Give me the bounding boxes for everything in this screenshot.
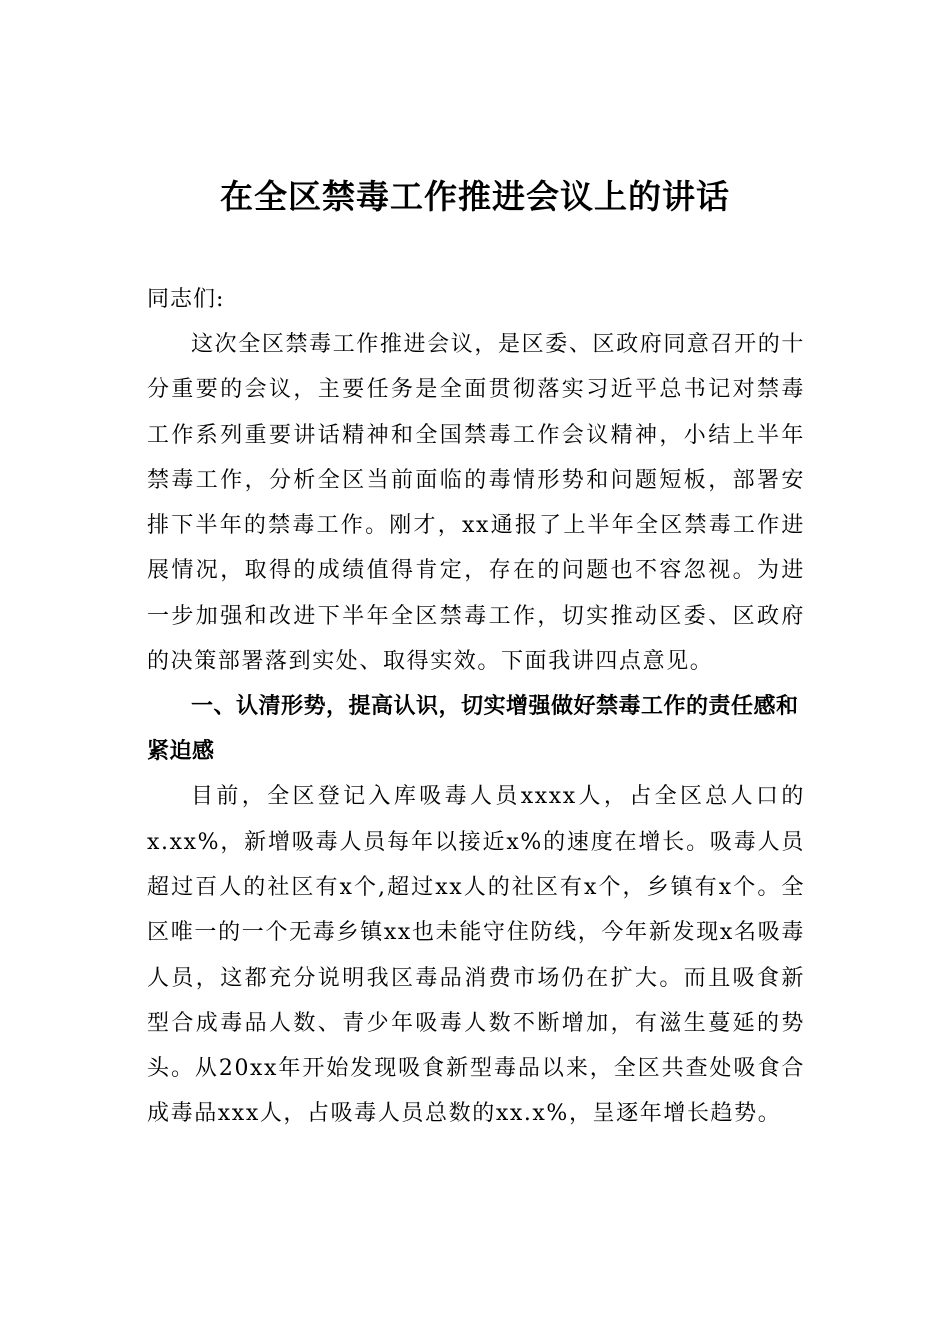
paragraph-intro: 这次全区禁毒工作推进会议，是区委、区政府同意召开的十分重要的会议，主要任务是全面贯彻落实习近平总书记对禁毒工作系列重要讲话精神和全国禁毒工作会议精神，小结上半年禁毒工作，分析全区当前面临的毒情形势和问题短板，部署安排下半年的禁毒工作。刚才，xx通报了上半年全区禁毒工作进展情况，取得的成绩值得肯定，存在的问题也不容忽视。为进一步加强和改进下半年全区禁毒工作，切实推动区委、区政府的决策部署落到实处、取得实效。下面我讲四点意见。 (147, 332, 805, 675)
document-title: 在全区禁毒工作推进会议上的讲话 (220, 177, 730, 216)
salutation: 同志们: (147, 287, 225, 312)
section-heading-1: 一、认清形势，提高认识，切实增强做好禁毒工作的责任感和紧迫感 (147, 694, 799, 765)
paragraph-situation: 目前，全区登记入库吸毒人员xxxx人，占全区总人口的x.xx%，新增吸毒人员每年以接近x%的速度在增长。吸毒人员超过百人的社区有x个,超过xx人的社区有x个，乡镇有x个。全区唯一的一个无毒乡镇xx也未能守住防线，今年新发现x名吸毒人员，这都充分说明我区毒品消费市场仍在扩大。而且吸食新型合成毒品人数、青少年吸毒人数不断增加，有滋生蔓延的势头。从20xx年开始发现吸食新型毒品以来，全区共查处吸食合成毒品xxx人，占吸毒人员总数的xx.x%，呈逐年增长趋势。 (147, 784, 805, 1127)
document-body (147, 278, 805, 1137)
